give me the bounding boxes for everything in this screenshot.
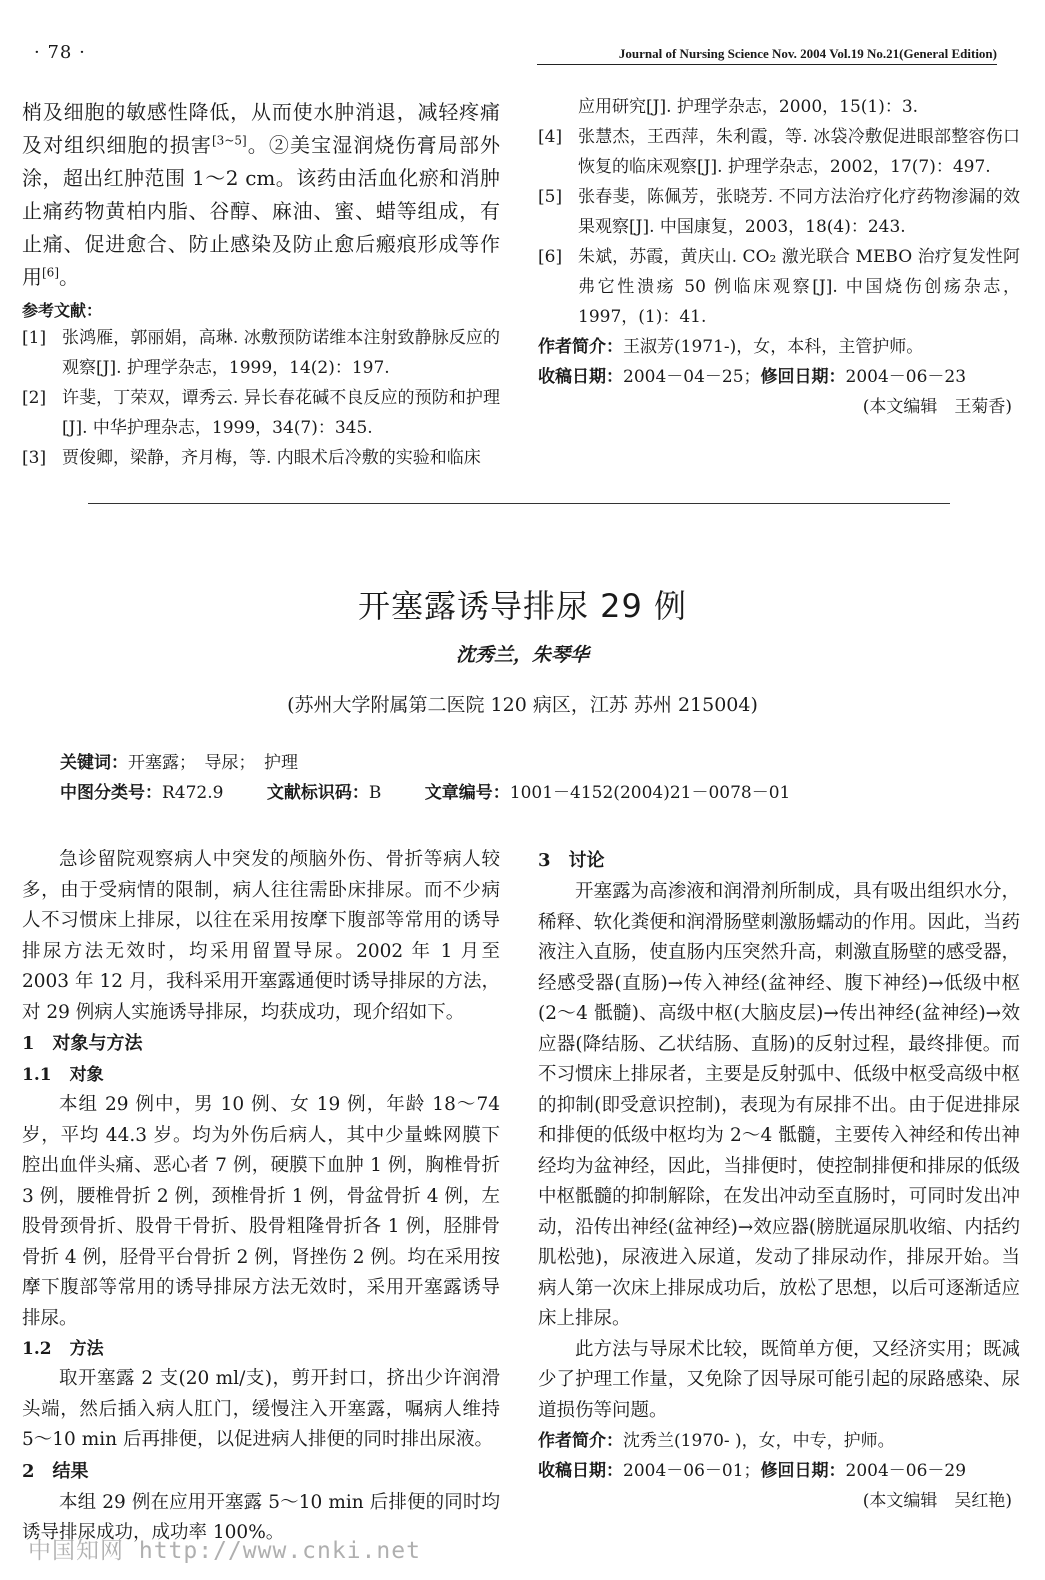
prev-article-right-column bbox=[538, 92, 1020, 417]
reference-item: [5] 张春斐，陈佩芳，张晓芳. 不同方法治疗化疗药物渗漏的效果观察[J]. 中国康复，2003，18(4)：243. bbox=[538, 187, 1020, 237]
author-bio: 作者简介：沈秀兰(1970- )，女，中专，护师。 bbox=[538, 1431, 895, 1451]
article-authors: 沈秀兰，朱琴华 bbox=[455, 644, 589, 666]
method-paragraph: 取开塞露 2 支(20 ml/支)，剪开封口，挤出少许润滑头端，然后插入病人肛门，缓慢注入开塞露，嘱病人维持 5～10 min 后再排便，以促进病人排便的同时排出尿液。 bbox=[22, 1368, 500, 1450]
editor-note: (本文编辑 王菊香) bbox=[862, 397, 1012, 417]
journal-citation: Journal of Nursing Science Nov. 2004 Vol.19 No.21(General Edition) bbox=[618, 46, 997, 61]
article-affiliation: (苏州大学附属第二医院 120 病区，江苏 苏州 215004) bbox=[287, 694, 758, 716]
classification-line: 中图分类号：R472.9 文献标识码：B 文章编号：1001－4152(2004)21－0078－01 bbox=[60, 783, 791, 803]
article-divider bbox=[88, 503, 950, 504]
subsection-heading: 1.1 对象 bbox=[22, 1065, 104, 1085]
article-title: 开塞露诱导排尿 29 例 bbox=[357, 587, 688, 626]
citation: [3~5] bbox=[212, 133, 247, 148]
discussion-paragraph: 此方法与导尿术比较，既简单方便，又经济实用；既减少了护理工作量，又免除了因导尿可能引起的尿路感染、尿道损伤等问题。 bbox=[538, 1338, 1020, 1421]
document-code: B bbox=[368, 783, 382, 803]
reference-item: [4] 张慧杰，王西萍，朱利霞，等. 冰袋冷敷促进眼部整容伤口恢复的临床观察[J]. 护理学杂志，2002，17(7)：497. bbox=[538, 127, 1020, 177]
section-heading: 2 结果 bbox=[22, 1460, 89, 1482]
section-heading: 3 讨论 bbox=[538, 850, 605, 871]
reference-item: 应用研究[J]. 护理学杂志，2000，15(1)：3. bbox=[578, 97, 919, 117]
editor-note: (本文编辑 吴红艳) bbox=[862, 1491, 1012, 1511]
citation: [6] bbox=[42, 265, 59, 280]
dates-line: 收稿日期：2004－04－25；修回日期：2004－06－23 bbox=[538, 367, 967, 387]
dates-line: 收稿日期：2004－06－01；修回日期：2004－06－29 bbox=[538, 1461, 967, 1481]
article-left-column bbox=[22, 845, 500, 1549]
cnki-watermark: 中国知网 http://www.cnki.net bbox=[28, 1538, 421, 1564]
header-rule bbox=[537, 64, 997, 65]
prev-article-paragraph: 梢及细胞的敏感性降低，从而使水肿消退，减轻疼痛及对组织细胞的损害[3~5]。②美宝湿润烧伤膏局部外涂，超出红肿范围 1～2 cm。该药由活血化瘀和消肿止痛药物黄柏内脂、谷醇、麻油、蜜、蜡等组成，有止痛、促进愈合、防止感染及防止愈后瘢痕形成等作用[6]。 bbox=[22, 100, 501, 289]
article-number: 1001－4152(2004)21－0078－01 bbox=[509, 783, 791, 803]
reference-item: [6] 朱斌，苏霞，黄庆山. CO₂ 激光联合 MEBO 治疗复发性阿弗它性溃疡 50 例临床观察[J]. 中国烧伤创疡杂志，1997，(1)：41. bbox=[538, 247, 1020, 327]
keywords-line: 关键词：开塞露； 导尿； 护理 bbox=[60, 753, 298, 773]
prev-article-left-column bbox=[22, 96, 500, 473]
discussion-paragraph: 开塞露为高渗液和润滑剂所制成，具有吸出组织水分，稀释、软化粪便和润滑肠壁刺激肠蠕动的作用。因此，当药液注入直肠，使直肠内压突然升高，刺激直肠壁的感受器，经感受器(直肠)→传入神经(盆神经、腹下神经)→低级中枢(2～4 骶髓)、高级中枢(大脑皮层)→传出神经(盆神经)→效应器(降结肠、乙状结肠、直肠)的反射过程，最终排便。而不习惯床上排尿者，主要是反射弧中、低级中枢受高级中枢的抑制(即受意识控制)，表现为有尿排不出。由于促进排尿和排便的低级中枢均为 2～4 骶髓，主要传入神经和传出神经均为盆神经，因此，当排便时，使控制排便和排尿的低级中枢骶髓的抑制解除，在发出冲动至直肠时，可同时发出冲动，沿传出神经(盆神经)→效应器(膀胱逼尿肌收缩、内括约肌松弛)，尿液进入尿道，发动了排尿动作，排尿开始。当病人第一次床上排尿成功后，放松了思想，以后可逐渐适应床上排尿。 bbox=[538, 881, 1020, 1329]
results-paragraph: 本组 29 例在应用开塞露 5～10 min 后排便的同时均诱导排尿成功，成功率 100%。 bbox=[22, 1491, 500, 1543]
subsection-heading: 1.2 方法 bbox=[22, 1339, 104, 1359]
author-bio: 作者简介：王淑芳(1971-)，女，本科，主管护师。 bbox=[538, 337, 924, 357]
page-number: · 78 · bbox=[34, 42, 86, 63]
reference-item: [1] 张鸿雁，郭丽娟，高琳. 冰敷预防诺维本注射致静脉反应的观察[J]. 护理学杂志，1999，14(2)：197. bbox=[22, 328, 500, 378]
intro-paragraph: 急诊留院观察病人中突发的颅脑外伤、骨折等病人较多，由于受病情的限制，病人往往需卧床排尿。而不少病人不习惯床上排尿，以往在采用按摩下腹部等常用的诱导排尿方法无效时，均采用留置导尿。2002 年 1 月至 2003 年 12 月，我科采用开塞露通便时诱导排尿的方法，对 29 例病人实施诱导排尿，均获成功，现介绍如下。 bbox=[22, 849, 500, 1023]
reference-item: [3] 贾俊卿，梁静，齐月梅，等. 内眼术后冷敷的实验和临床 bbox=[22, 448, 481, 468]
reference-item: [2] 许斐，丁荣双，谭秀云. 异长春花碱不良反应的预防和护理[J]. 中华护理杂志，1999，34(7)：345. bbox=[22, 388, 500, 438]
article-right-column bbox=[538, 845, 1020, 1511]
references-heading: 参考文献： bbox=[22, 301, 103, 320]
running-header bbox=[22, 40, 997, 70]
clc-code: R472.9 bbox=[162, 783, 224, 803]
subjects-paragraph: 本组 29 例中，男 10 例、女 19 例，年龄 18～74 岁，平均 44.3 岁。均为外伤后病人，其中少量蛛网膜下腔出血伴头痛、恶心者 7 例，硬膜下血肿 1 例，胸椎骨折 3 例，腰椎骨折 2 例，颈椎骨折 1 例，骨盆骨折 4 例，左股骨颈骨折、股骨干骨折、股骨粗隆骨折各 1 例，胫腓骨骨折 4 例，胫骨平台骨折 2 例，肾挫伤 2 例。均在采用按摩下腹部等常用的诱导排尿方法无效时，采用开塞露诱导排尿。 bbox=[22, 1094, 500, 1329]
section-heading: 1 对象与方法 bbox=[22, 1033, 143, 1054]
